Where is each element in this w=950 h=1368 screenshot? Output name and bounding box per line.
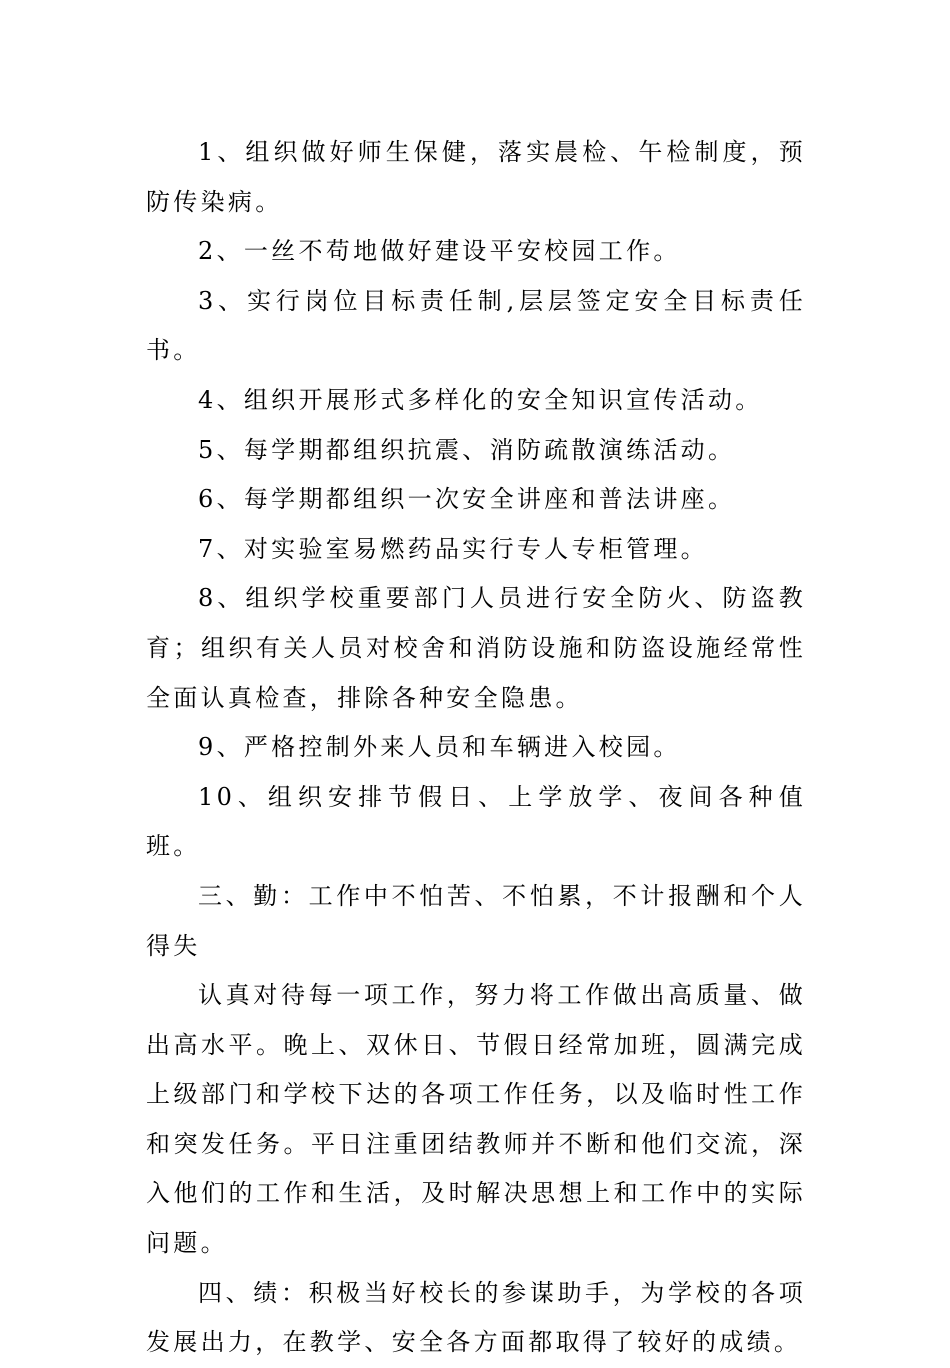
paragraph-item-6: 6、每学期都组织一次安全讲座和普法讲座。 xyxy=(198,485,736,514)
paragraph-item-8: 8、组织学校重要部门人员进行安全防火、防盗教育；组织有关人员对校舍和消防设施和防盗设施经常性全面认真检查，排除各种安全隐患。 xyxy=(146,584,806,712)
paragraph-item-2: 2、一丝不苟地做好建设平安校园工作。 xyxy=(198,237,681,266)
paragraph-diligence-body: 认真对待每一项工作，努力将工作做出高质量、做出高水平。晚上、双休日、节假日经常加班，圆满完成上级部门和学校下达的各项工作任务，以及临时性工作和突发任务。平日注重团结教师并不断和他们交流，深入他们的工作和生活，及时解决思想上和工作中的实际问题。 xyxy=(146,981,806,1258)
section-heading-diligence: 三、勤：工作中不怕苦、不怕累，不计报酬和个人得失 xyxy=(146,881,806,960)
paragraph-item-3: 3、实行岗位目标责任制,层层签定安全目标责任书。 xyxy=(146,286,806,365)
document-body xyxy=(146,128,806,1368)
paragraph-item-5: 5、每学期都组织抗震、消防疏散演练活动。 xyxy=(198,435,736,464)
paragraph-item-4: 4、组织开展形式多样化的安全知识宣传活动。 xyxy=(198,385,763,414)
section-heading-achievements: 四、绩：积极当好校长的参谋助手，为学校的各项发展出力，在教学、安全各方面都取得了较好的成绩。 xyxy=(146,1278,806,1357)
paragraph-item-10: 10、组织安排节假日、上学放学、夜间各种值班。 xyxy=(146,782,806,861)
paragraph-item-1: 1、组织做好师生保健，落实晨检、午检制度，预防传染病。 xyxy=(146,138,806,216)
paragraph-item-7: 7、对实验室易燃药品实行专人专柜管理。 xyxy=(198,534,708,563)
paragraph-item-9: 9、严格控制外来人员和车辆进入校园。 xyxy=(198,733,681,762)
